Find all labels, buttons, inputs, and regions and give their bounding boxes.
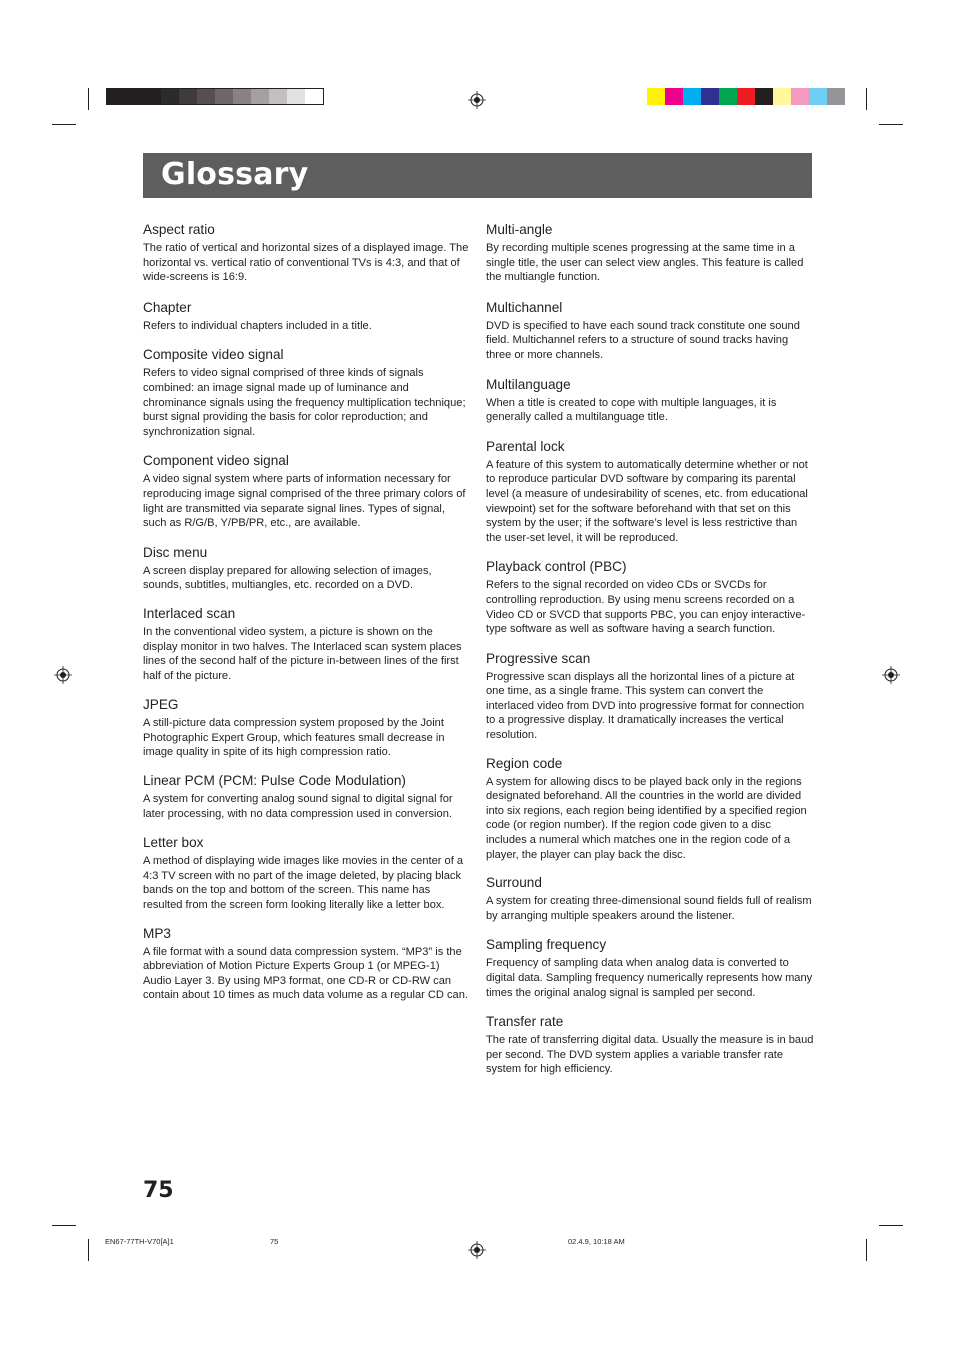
color-calibration-bar xyxy=(647,88,845,105)
registration-mark-icon xyxy=(468,1241,486,1259)
color-swatch xyxy=(809,88,827,105)
glossary-definition: Refers to video signal comprised of three kinds of signals combined: an image signal made up of luminance and chrominance signals using the frequency multiplication technique; burst signal providing the basis for color reproduction; and synchronization signal. xyxy=(143,367,466,438)
crop-mark xyxy=(866,88,867,110)
glossary-entry xyxy=(143,346,469,439)
glossary-entry xyxy=(486,221,814,285)
glossary-entry xyxy=(486,650,814,743)
glossary-term: Multilanguage xyxy=(486,376,571,392)
color-swatch xyxy=(791,88,809,105)
glossary-definition: Refers to the signal recorded on video CDs or SVCDs for controlling reproduction. By using menu screens recorded on a Video CD or SVCD that supports PBC, you can enjoy interactive-type software as well as software having a search function. xyxy=(486,579,806,636)
glossary-entry xyxy=(143,605,469,683)
crop-mark xyxy=(879,124,903,125)
color-swatch xyxy=(683,88,701,105)
color-swatch xyxy=(773,88,791,105)
glossary-term: Letter box xyxy=(143,835,204,851)
glossary-term: Playback control (PBC) xyxy=(486,559,627,575)
glossary-definition: Frequency of sampling data when analog data is converted to digital data. Sampling frequency numerically represents how many times the original analog signal is sampled per second. xyxy=(486,957,813,999)
glossary-entry xyxy=(143,221,469,285)
glossary-entry xyxy=(143,925,469,1003)
glossary-term: MP3 xyxy=(143,925,171,941)
glossary-term: Interlaced scan xyxy=(143,605,236,621)
page-title: Glossary xyxy=(161,157,309,192)
crop-mark xyxy=(866,1239,867,1261)
glossary-term: Multichannel xyxy=(486,299,563,315)
gray-swatch xyxy=(179,89,197,104)
glossary-term: Surround xyxy=(486,875,542,891)
glossary-definition: In the conventional video system, a picture is shown on the display monitor in two halves. The Interlaced scan system places lines of the second half of the picture in-between lines of the first half of the picture. xyxy=(143,625,462,682)
glossary-entry xyxy=(143,544,469,593)
glossary-term: Parental lock xyxy=(486,438,565,454)
glossary-entry xyxy=(486,558,814,636)
page-number: 75 xyxy=(143,1178,174,1203)
glossary-entry xyxy=(486,874,814,923)
glossary-definition: A method of displaying wide images like movies in the center of a 4:3 TV screen with no part of the image deleted, by placing black bands on the top and bottom of the screen. This name has resulted from the screen form looking literally like a letter box. xyxy=(143,855,464,912)
gray-swatch xyxy=(251,89,269,104)
color-swatch xyxy=(647,88,665,105)
color-swatch xyxy=(827,88,845,105)
glossary-definition: A system for creating three-dimensional sound fields full of realism by arranging multiple speakers around the listener. xyxy=(486,895,812,922)
glossary-entry xyxy=(143,772,469,821)
glossary-definition: A file format with a sound data compression system. “MP3” is the abbreviation of Motion Picture Experts Group 1 (or MPEG-1) Audio Layer 3. By using MP3 format, one CD-R or CD-RW can contain about 10 times as much data volume as a regular CD can. xyxy=(143,945,468,1002)
registration-mark-icon xyxy=(468,91,486,109)
glossary-definition: Refers to individual chapters included in a title. xyxy=(143,319,372,332)
color-swatch xyxy=(755,88,773,105)
glossary-definition: A still-picture data compression system proposed by the Joint Photographic Expert Group, which features small decrease in image quality in spite of its high compression ratio. xyxy=(143,717,445,759)
glossary-entry xyxy=(486,755,814,863)
glossary-header xyxy=(143,153,812,198)
glossary-definition: When a title is created to cope with multiple languages, it is generally called a multilanguage title. xyxy=(486,396,777,424)
glossary-term: Progressive scan xyxy=(486,650,591,666)
glossary-left-column xyxy=(143,208,469,1003)
glossary-definition: A system for converting analog sound signal to digital signal for later processing, with no data compression used in conversion. xyxy=(143,793,453,820)
crop-mark xyxy=(52,1225,76,1226)
glossary-entry xyxy=(143,696,469,760)
crop-mark xyxy=(88,88,89,110)
glossary-term: Region code xyxy=(486,755,563,771)
gray-swatch xyxy=(107,89,125,104)
gray-swatch xyxy=(269,89,287,104)
glossary-entry xyxy=(143,834,469,912)
crop-mark xyxy=(879,1225,903,1226)
glossary-definition: Progressive scan displays all the horizontal lines of a picture at one time, as a single frame. This system can convert the interlaced video from DVD into progressive format for connection to a progressive display. It dramatically increases the vertical resolution. xyxy=(486,670,805,742)
glossary-definition: A feature of this system to automatically determine whether or not to reproduce particular DVD software by comparing its parental level (a measure of undesirability of scenes, etc. from educational viewpoint) set for the software beforehand with that set on this system by the user; if the software’s level is less restrictive than the user-set level, it will be reproduced. xyxy=(486,458,808,544)
gray-swatch xyxy=(305,89,323,104)
registration-mark-icon xyxy=(54,666,72,684)
glossary-term: Multi-angle xyxy=(486,222,553,237)
glossary-definition: DVD is specified to have each sound track constitute one sound field. Multichannel refers to a structure of sound tracks having three or more channels. xyxy=(486,319,800,361)
gray-swatch xyxy=(197,89,215,104)
glossary-definition: The rate of transferring digital data. Usually the measure is in baud per second. The DVD system applies a variable transfer rate system for high efficiency. xyxy=(486,1034,814,1076)
footer-file-name: EN67-77TH-V70[A]1 xyxy=(105,1237,174,1246)
glossary-definition: A system for allowing discs to be played back only in the regions designated beforehand. All the countries in the world are divided into six regions, each region being identified by a specified region code (or region number). If the region code given to a disc includes a numeral which matches one in the region code of a player, the player can play back the disc. xyxy=(486,775,807,861)
gray-swatch xyxy=(287,89,305,104)
glossary-entry xyxy=(486,376,814,425)
color-swatch xyxy=(665,88,683,105)
crop-mark xyxy=(88,1239,89,1261)
gray-swatch xyxy=(125,89,143,104)
glossary-definition: A screen display prepared for allowing selection of images, sounds, subtitles, multiangles, etc. recorded on a DVD. xyxy=(143,564,432,592)
glossary-entry xyxy=(143,452,469,530)
color-swatch xyxy=(737,88,755,105)
footer-page: 75 xyxy=(270,1237,279,1246)
glossary-entry xyxy=(143,299,469,334)
glossary-definition: The ratio of vertical and horizontal sizes of a displayed image. The horizontal vs. vertical ratio of conventional TVs is 4:3, and that of wide-screens is 16:9. xyxy=(143,242,469,284)
gray-swatch xyxy=(143,89,161,104)
gray-swatch xyxy=(161,89,179,104)
gray-swatch xyxy=(215,89,233,104)
color-swatch xyxy=(719,88,737,105)
glossary-term: Aspect ratio xyxy=(143,222,215,237)
glossary-term: Linear PCM (PCM: Pulse Code Modulation) xyxy=(143,773,406,789)
glossary-term: Chapter xyxy=(143,299,192,315)
glossary-term: Sampling frequency xyxy=(486,937,607,953)
glossary-term: Transfer rate xyxy=(486,1014,564,1030)
glossary-term: Disc menu xyxy=(143,544,208,560)
color-swatch xyxy=(701,88,719,105)
glossary-entry xyxy=(486,1013,814,1077)
glossary-right-column xyxy=(486,208,814,1077)
glossary-term: Composite video signal xyxy=(143,347,284,363)
glossary-term: JPEG xyxy=(143,697,179,713)
registration-mark-icon xyxy=(882,666,900,684)
glossary-entry xyxy=(486,438,814,546)
glossary-entry xyxy=(486,936,814,1000)
glossary-entry xyxy=(486,299,814,363)
grayscale-calibration-bar xyxy=(106,88,324,105)
glossary-definition: A video signal system where parts of information necessary for reproducing image signal comprised of the three primary colors of light are transmitted via separate signal lines. Types of signal, such as R/G/B, Y/PB/PR, etc., are available. xyxy=(143,473,466,530)
glossary-definition: By recording multiple scenes progressing at the same time in a single title, the user can select view angles. This feature is called the multiangle function. xyxy=(486,242,804,284)
glossary-term: Component video signal xyxy=(143,453,289,469)
gray-swatch xyxy=(233,89,251,104)
crop-mark xyxy=(52,124,76,125)
footer-timestamp: 02.4.9, 10:18 AM xyxy=(568,1237,625,1246)
